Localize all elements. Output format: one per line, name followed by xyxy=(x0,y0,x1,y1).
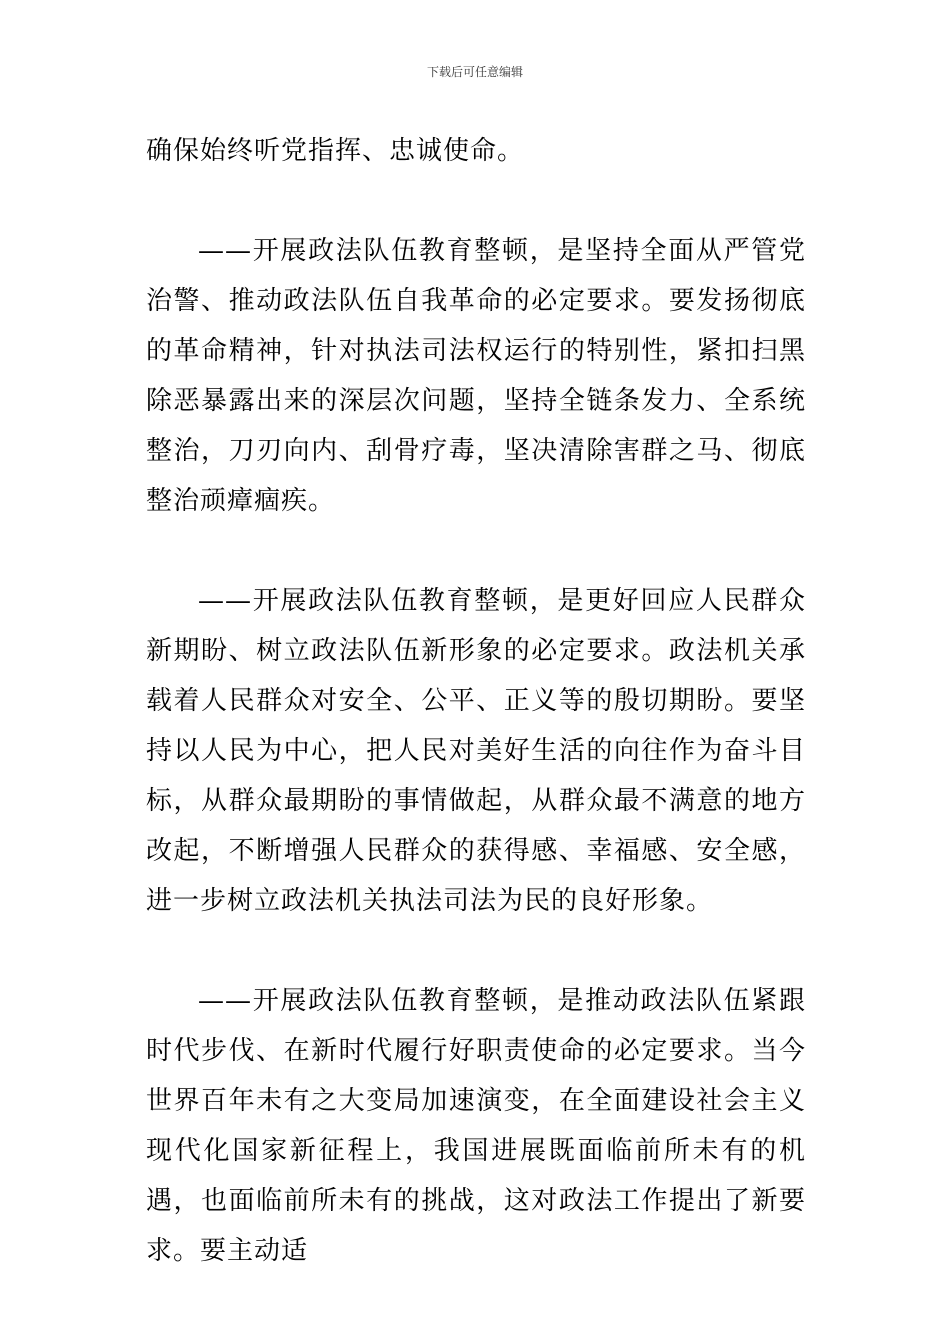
paragraph-continuation: 确保始终听党指挥、忠诚使命。 xyxy=(146,136,525,166)
paragraph-self-revolution: ——开展政法队伍教育整顿，是坚持全面从严管党治警、推动政法队伍自我革命的必定要求。要发扬彻底的革命精神，针对执法司法权运行的特别性，紧扣扫黑除恶暴露出来的深层次问题，坚持全链条发力、全系统整治，刀刃向内、刮骨疗毒，坚决清除害群之马、彻底整治顽瘴痼疾。 xyxy=(146,236,806,516)
paragraph-people-expectations: ——开展政法队伍教育整顿，是更好回应人民群众新期盼、树立政法队伍新形象的必定要求。政法机关承载着人民群众对安全、公平、正义等的殷切期盼。要坚持以人民为中心，把人民对美好生活的向往作为奋斗目标，从群众最期盼的事情做起，从群众最不满意的地方改起，不断增强人民群众的获得感、幸福感、安全感，进一步树立政法机关执法司法为民的良好形象。 xyxy=(146,586,806,916)
document-body xyxy=(146,126,806,1276)
paragraph-new-era: ——开展政法队伍教育整顿，是推动政法队伍紧跟时代步伐、在新时代履行好职责使命的必定要求。当今世界百年未有之大变局加速演变，在全面建设社会主义现代化国家新征程上，我国进展既面临前所未有的机遇，也面临前所未有的挑战，这对政法工作提出了新要求。要主动适 xyxy=(146,986,806,1266)
page-header-note: 下载后可任意编辑 xyxy=(426,65,523,79)
